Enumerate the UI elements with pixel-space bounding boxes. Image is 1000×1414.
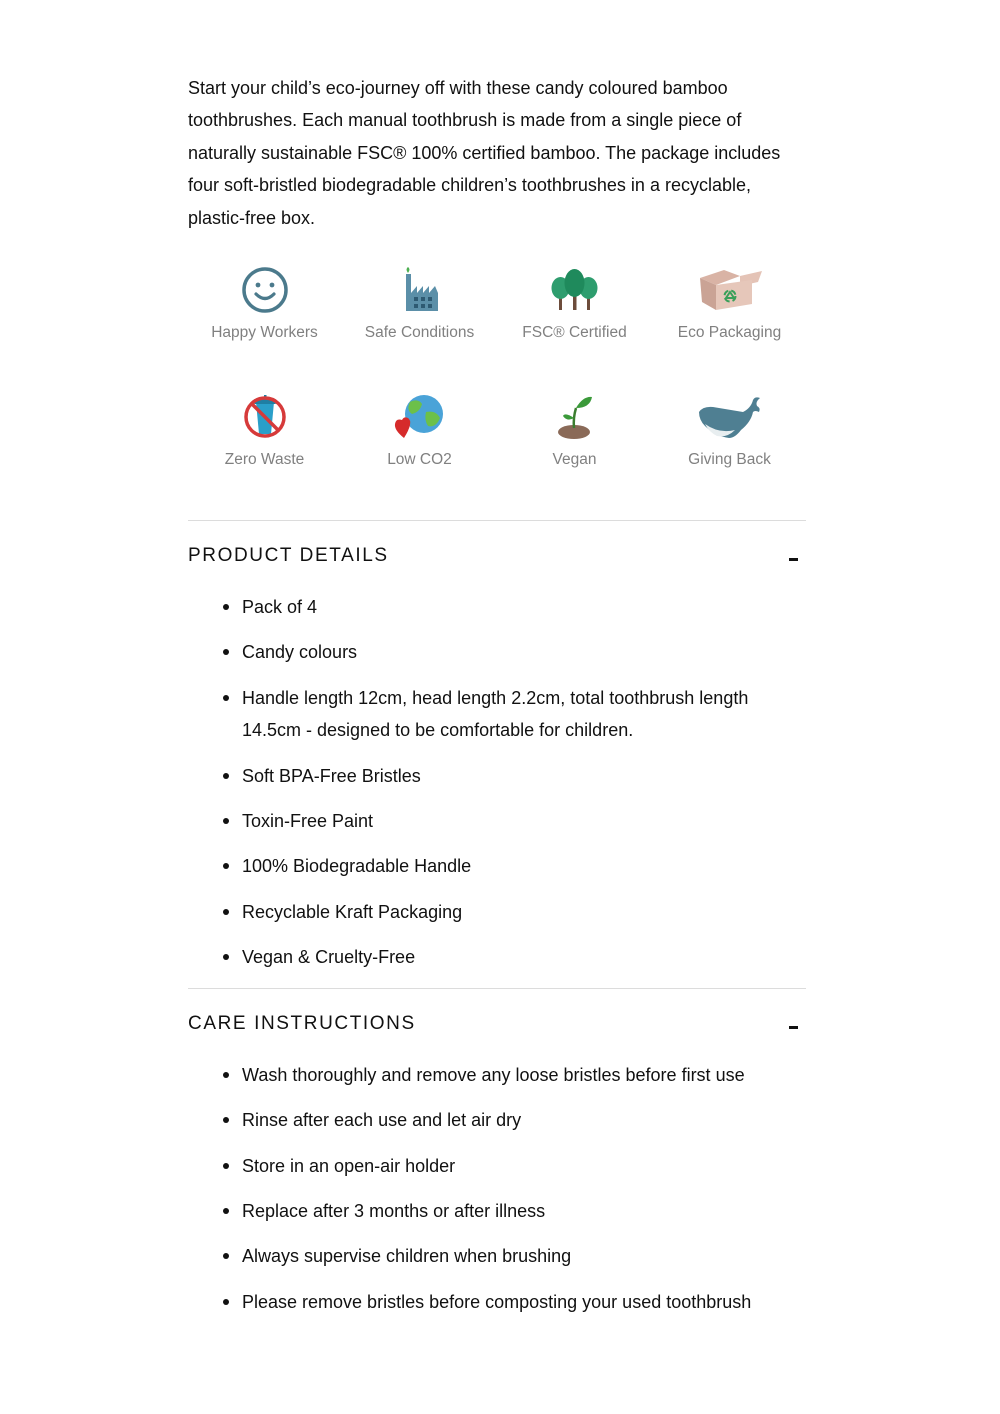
feature-label: Zero Waste bbox=[224, 451, 305, 469]
whale-icon bbox=[694, 393, 766, 441]
section-title: PRODUCT DETAILS bbox=[188, 545, 389, 567]
list-item: Vegan & Cruelty-Free bbox=[222, 941, 806, 973]
trees-icon bbox=[539, 266, 611, 314]
list-item: Store in an open-air holder bbox=[222, 1150, 806, 1182]
list-item: Candy colours bbox=[222, 636, 806, 668]
feature-low-co2 bbox=[342, 393, 497, 520]
feature-label: Safe Conditions bbox=[364, 324, 475, 342]
feature-label: Vegan bbox=[552, 451, 597, 469]
care-instructions-section bbox=[188, 989, 806, 1318]
recycle-box-icon bbox=[694, 266, 766, 314]
list-item: Please remove bristles before composting your used toothbrush bbox=[222, 1286, 806, 1318]
care-instructions-header[interactable] bbox=[188, 989, 806, 1059]
list-item: Recyclable Kraft Packaging bbox=[222, 896, 806, 928]
feature-label: Giving Back bbox=[688, 451, 771, 469]
intro-text: Start your child’s eco-journey off with these candy coloured bamboo toothbrushes. Each manual toothbrush is made from a single piece of naturally sustainable FSC® 100% certified bamboo. The package includes four soft-bristled biodegradable children’s toothbrushes in a recyclable, plastic-free box. bbox=[188, 78, 781, 228]
smiley-face-icon bbox=[229, 266, 301, 314]
feature-label: Happy Workers bbox=[211, 324, 318, 342]
feature-eco-packaging bbox=[652, 266, 807, 393]
product-details-section bbox=[188, 521, 806, 974]
list-item: Replace after 3 months or after illness bbox=[222, 1195, 806, 1227]
earth-heart-icon bbox=[384, 393, 456, 441]
list-item: Rinse after each use and let air dry bbox=[222, 1104, 806, 1136]
product-details-list bbox=[188, 591, 806, 974]
list-item: Soft BPA-Free Bristles bbox=[222, 760, 806, 792]
no-plastic-cup-icon bbox=[229, 393, 301, 441]
sprout-icon bbox=[539, 393, 611, 441]
list-item: 100% Biodegradable Handle bbox=[222, 850, 806, 882]
collapse-toggle-icon[interactable] bbox=[782, 544, 806, 568]
list-item: Handle length 12cm, head length 2.2cm, total toothbrush length 14.5cm - designed to be comfortable for children. bbox=[222, 682, 806, 747]
feature-safe-conditions bbox=[342, 266, 497, 393]
feature-label: Low CO2 bbox=[387, 451, 452, 469]
feature-label: Eco Packaging bbox=[677, 324, 782, 342]
list-item: Wash thoroughly and remove any loose bristles before first use bbox=[222, 1059, 806, 1091]
feature-zero-waste bbox=[187, 393, 342, 520]
feature-happy-workers bbox=[187, 266, 342, 393]
section-title: CARE INSTRUCTIONS bbox=[188, 1012, 416, 1034]
product-description bbox=[188, 72, 806, 1331]
feature-grid bbox=[187, 266, 806, 520]
feature-giving-back bbox=[652, 393, 807, 520]
factory-icon bbox=[384, 266, 456, 314]
collapse-toggle-icon[interactable] bbox=[782, 1012, 806, 1036]
feature-fsc-certified bbox=[497, 266, 652, 393]
care-instructions-list bbox=[188, 1059, 806, 1318]
list-item: Pack of 4 bbox=[222, 591, 806, 623]
feature-label: FSC® Certified bbox=[522, 324, 627, 342]
list-item: Toxin-Free Paint bbox=[222, 805, 806, 837]
list-item: Always supervise children when brushing bbox=[222, 1240, 806, 1272]
feature-vegan bbox=[497, 393, 652, 520]
product-details-header[interactable] bbox=[188, 521, 806, 591]
